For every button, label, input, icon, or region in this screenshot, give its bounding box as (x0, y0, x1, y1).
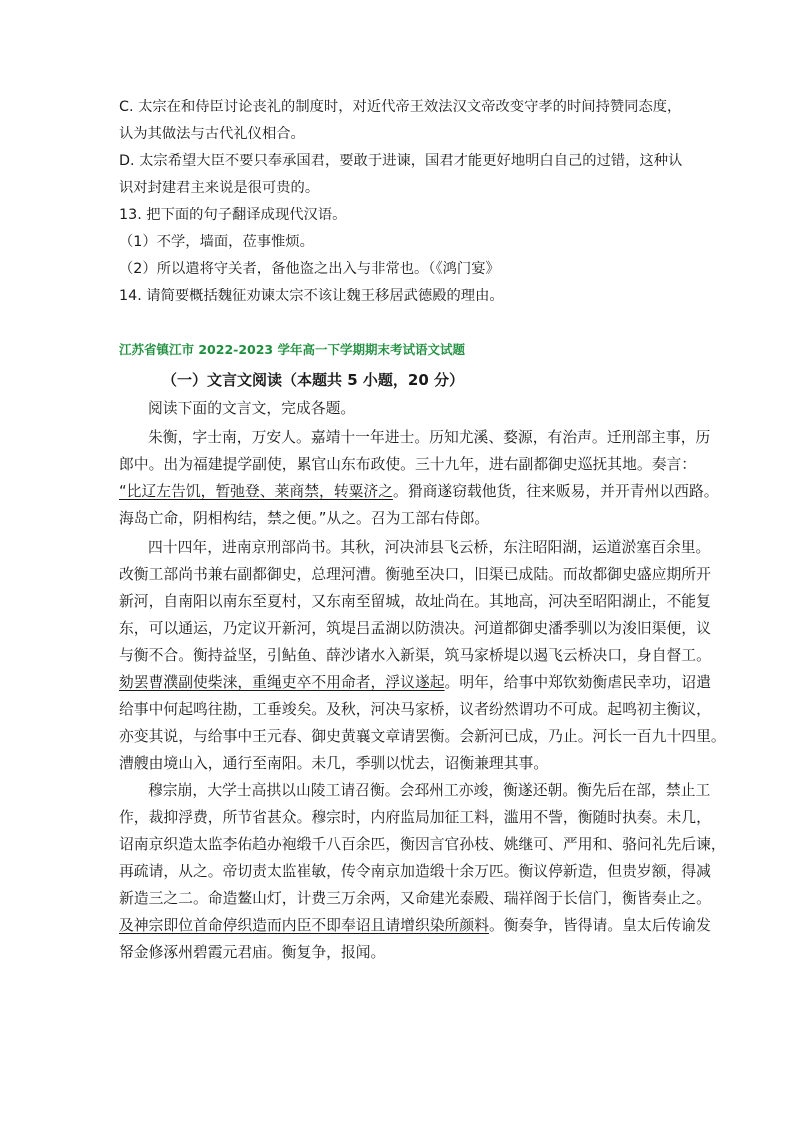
instruction: 阅读下面的文言文，完成各题。 (148, 400, 356, 417)
passage-p2-line-7: 给事中何起鸣往勘，工垂竣矣。及秋，河决马家桥，议者纷然谓功不可成。起鸣初主衡议， (119, 701, 711, 718)
passage-p2-line-5: 与衡不合。衡持益坚，引鲇鱼、薛沙诸水入新渠，筑马家桥堤以遏飞云桥决口，身自督工。 (119, 647, 711, 664)
option-c-line-1: C. 太宗在和侍臣讨论丧礼的制度时，对近代帝王效法汉文帝改变守孝的时间持赞同态度， (119, 99, 682, 115)
passage-p2-line-8: 亦变其说，与给事中王元春、御史黄襄文章请罢衡。会新河已成，乃止。河长一百九十四里。 (119, 728, 726, 745)
passage-p3-line-5: 新造三之二。命造鳌山灯，计费三万余两，又命建光泰殿、瑞祥阁于长信门，衡皆奏止之。 (119, 890, 711, 907)
passage-p2-line-3: 新河，自南阳以南东至夏村，又东南至留城，故址尚在。其地高，河决至昭阳湖止，不能复 (119, 593, 711, 610)
passage-p2-line-6 (119, 673, 711, 693)
passage-p2-line-9: 漕艘由境山入，通行至南阳。未几，季驯以忧去，诏衡兼理其事。 (119, 755, 549, 772)
passage-p1-line-3-rest: 。猾商遂窃载他货，往来贩易，并开青州以西路。 (393, 483, 719, 500)
passage-p2-line-6-rest: 。明年，给事中郑钦劾衡虐民幸功，诏遣 (444, 674, 711, 691)
passage-p1-line-1: 朱衡，字士南，万安人。嘉靖十一年进士。历知尤溪、婺源，有治声。迁刑部主事，历 (148, 429, 711, 446)
passage-p2-line-1: 四十四年，进南京刑部尚书。其秋，河决沛县飞云桥，东注昭阳湖，运道淤塞百余里。 (148, 539, 711, 556)
section-subheading: （一）文言文阅读（本题共 5 小题，20 分） (162, 371, 464, 389)
underlined-sentence-2: 劾罢曹濮副使柴涞，重绳吏卒不用命者，浮议遂起 (119, 674, 445, 691)
passage-p3-line-2: 作，裁抑浮费，所节省甚众。穆宗时，内府监局加征工料，滥用不訾，衡随时执奏。未几， (119, 809, 711, 826)
passage-p3-line-7: 帑金修涿州碧霞元君庙。衡复争，报闻。 (119, 944, 386, 961)
option-d-line-2: 识对封建君主来说是很可贵的。 (119, 180, 320, 196)
passage-p2-line-4: 东，可以通运，乃定议开新河，筑堤吕孟湖以防溃决。河道都御史潘季驯以为浚旧渠便，议 (119, 620, 711, 637)
question-13-part-2: （2）所以遣将守关者，备他盗之出入与非常也。（《鸿门宴》 (119, 261, 500, 277)
passage-p2-line-2: 改衡工部尚书兼右副都御史，总理河漕。衡驰至决口，旧渠已成陆。而故都御史盛应期所开 (119, 566, 711, 583)
passage-p3-line-6-rest: 。衡奏争，皆得请。皇太后传谕发 (488, 917, 711, 934)
option-c-line-2: 认为其做法与古代礼仪相合。 (119, 126, 305, 142)
passage-p1-line-2: 郎中。出为福建提学副使，累官山东布政使。三十九年，进右副都御史巡抚其地。奏言： (119, 456, 697, 473)
passage-p3-line-6 (119, 916, 711, 936)
passage-p3-line-4: 再疏请，从之。帝切责太监崔敏，传令南京加造缎十余万匹。衡议停新造，但贵岁额，得减 (119, 863, 711, 880)
question-13: 13. 把下面的句子翻译成现代汉语。 (119, 207, 347, 223)
underlined-sentence-1: “比辽左告饥，暂弛登、莱商禁，转粟济之 (119, 483, 394, 500)
section-title: 江苏省镇江市 2022-2023 学年高一下学期期末考试语文试题 (119, 342, 465, 357)
passage-p3-line-1: 穆宗崩，大学士高拱以山陵工请召衡。会邳州工亦竣，衡遂还朝。衡先后在部，禁止工 (148, 782, 711, 799)
underlined-sentence-3: 及神宗即位首命停织造而内臣不即奉诏且请增织染所颜料 (119, 917, 489, 934)
question-14: 14. 请简要概括魏征劝谏太宗不该让魏王移居武德殿的理由。 (119, 288, 504, 304)
option-d-line-1: D. 太宗希望大臣不要只奉承国君，要敢于进谏，国君才能更好地明白自己的过错，这种认 (119, 153, 683, 169)
question-13-part-1: （1）不学，墙面，莅事惟烦。 (119, 234, 314, 250)
passage-p1-line-3 (119, 482, 719, 502)
passage-p1-line-4: 海岛亡命，阴相构结，禁之便。”从之。召为工部右侍郎。 (119, 510, 490, 527)
passage-p3-line-3: 诏南京织造太监李佑趋办袍缎千八百余匹，衡因言官孙枝、姚继可、严用和、骆问礼先后谏， (119, 836, 726, 853)
